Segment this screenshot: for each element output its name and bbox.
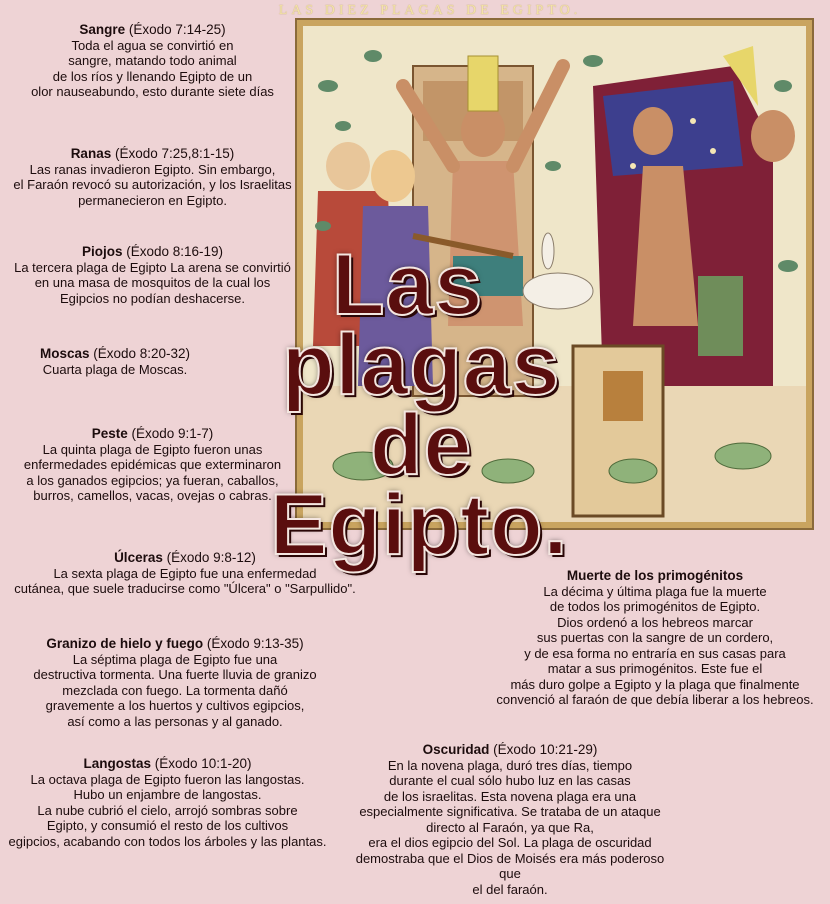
- plague-langostas: [0, 756, 335, 849]
- plague-text-line: demostraba que el Dios de Moisés era más poderoso que: [355, 850, 665, 881]
- plague-name: Granizo de hielo y fuego: [46, 636, 204, 651]
- plague-name: Úlceras: [114, 550, 163, 565]
- plague-text-line: el Faraón revocó su autorización, y los Israelitas: [13, 177, 292, 192]
- plague-name: Oscuridad: [422, 742, 490, 757]
- plague-text-line: sus puertas con la sangre de un cordero,: [536, 630, 774, 645]
- plague-text-line: enfermedades epidémicas que exterminaron: [23, 457, 282, 472]
- plague-oscuridad: [345, 742, 675, 897]
- plague-muerte-primogenitos: [480, 568, 830, 708]
- plague-granizo: [20, 636, 330, 729]
- plague-text-line: Egipto, y consumió el resto de los cultivos: [46, 818, 289, 833]
- plague-piojos: [0, 244, 305, 306]
- plague-text-line: sangre, matando todo animal: [68, 53, 237, 68]
- plague-text-line: La nube cubrió el cielo, arrojó sombras sobre: [37, 802, 298, 818]
- plague-peste: [0, 426, 305, 504]
- plague-text-line: permanecieron en Egipto.: [78, 192, 227, 208]
- plague-text-line: La séptima plaga de Egipto fue una: [72, 651, 278, 667]
- plague-text-line: convenció al faraón de que debía liberar a los hebreos.: [496, 692, 814, 707]
- plague-reference: (Éxodo 9:8-12): [162, 550, 256, 565]
- plague-reference: (Éxodo 10:21-29): [489, 742, 598, 757]
- main-title: [270, 237, 600, 573]
- plague-text-line: La tercera plaga de Egipto La arena se convirtió: [14, 259, 291, 275]
- plague-text-line: en una masa de mosquitos de la cual los: [34, 275, 271, 290]
- plague-text-line: especialmente significativa. Se trataba de un ataque: [359, 804, 661, 819]
- title-line-4: Egipto.: [270, 477, 569, 573]
- plague-text-line: En la novena plaga, duró tres días, tiempo: [387, 757, 633, 773]
- plague-text-line: La quinta plaga de Egipto fueron unas: [42, 441, 263, 457]
- plague-name: Muerte de los primogénitos: [566, 568, 744, 583]
- plague-text-line: Las ranas invadieron Egipto. Sin embargo,: [29, 161, 276, 177]
- plague-text-line: egipcios, acabando con todos los árboles y las plantas.: [8, 833, 327, 849]
- plague-text-line: Toda el agua se convirtió en: [71, 37, 234, 53]
- plague-text-line: destructiva tormenta. Una fuerte lluvia de granizo: [33, 667, 317, 682]
- plague-name: Peste: [91, 426, 128, 441]
- plague-reference: (Éxodo 9:13-35): [203, 636, 304, 651]
- plague-name: Langostas: [83, 756, 151, 771]
- plague-text-line: La octava plaga de Egipto fueron las langostas.: [30, 771, 305, 787]
- small-header-title: LAS DIEZ PLAGAS DE EGIPTO.: [278, 3, 582, 18]
- plague-text-line: el del faraón.: [472, 881, 548, 897]
- plague-text-line: gravemente a los huertos y cultivos egipcios,: [45, 698, 305, 713]
- plague-text-line: y de esa forma no entraría en sus casas para: [524, 645, 786, 661]
- plague-text-line: era el dios egipcio del Sol. La plaga de oscuridad: [368, 835, 652, 850]
- plague-reference: (Éxodo 8:20-32): [89, 346, 191, 361]
- title-line-3: de: [370, 397, 473, 493]
- plague-text-line: La décima y última plaga fue la muerte: [543, 583, 767, 599]
- plague-ranas: [0, 146, 305, 208]
- plague-text-line: cutánea, que suele traducirse como "Úlcera" o "Sarpullido".: [14, 581, 356, 596]
- plague-moscas: [0, 346, 230, 377]
- plague-text-line: de los israelitas. Esta novena plaga era una: [383, 788, 637, 804]
- plague-reference: (Éxodo 9:1-7): [127, 426, 214, 441]
- plague-text-line: Cuarta plaga de Moscas.: [42, 361, 188, 377]
- plague-text-line: burros, camellos, vacas, ovejas o cabras.: [33, 488, 272, 503]
- plague-text-line: La sexta plaga de Egipto fue una enfermedad: [53, 565, 317, 581]
- plague-text-line: matar a sus primogénitos. Este fue el: [547, 661, 763, 676]
- plague-text-line: así como a las personas y al ganado.: [67, 713, 283, 729]
- plague-sangre: [10, 22, 295, 100]
- plague-text-line: directo al Faraón, ya que Ra,: [426, 819, 594, 835]
- plague-ulceras: [0, 550, 370, 597]
- plague-text-line: Dios ordenó a los hebreos marcar: [557, 614, 753, 630]
- plague-reference: (Éxodo 8:16-19): [122, 244, 224, 259]
- plague-reference: (Éxodo 7:25,8:1-15): [111, 146, 235, 161]
- title-line-2: plagas: [282, 317, 561, 413]
- plague-text-line: de todos los primogénitos de Egipto.: [549, 599, 761, 614]
- plague-text-line: de los ríos y llenando Egipto de un: [52, 68, 253, 84]
- title-line-1: Las: [332, 237, 484, 333]
- plague-text-line: a los ganados egipcios; ya fueran, caballos,: [26, 472, 279, 488]
- plague-reference: (Éxodo 10:1-20): [150, 756, 252, 771]
- plague-text-line: Hubo un enjambre de langostas.: [73, 787, 262, 802]
- plague-text-line: durante el cual sólo hubo luz en las casas: [389, 773, 631, 788]
- plague-name: Piojos: [81, 244, 123, 259]
- plague-text-line: mezclada con fuego. La tormenta dañó: [62, 682, 288, 698]
- plague-name: Sangre: [79, 22, 126, 37]
- plague-name: Ranas: [70, 146, 112, 161]
- plague-text-line: olor nauseabundo, esto durante siete días: [31, 84, 274, 99]
- plague-name: Moscas: [39, 346, 90, 361]
- plague-text-line: más duro golpe a Egipto y la plaga que finalmente: [510, 676, 800, 692]
- plague-reference: (Éxodo 7:14-25): [125, 22, 226, 37]
- plague-text-line: Egipcios no podían deshacerse.: [59, 290, 245, 306]
